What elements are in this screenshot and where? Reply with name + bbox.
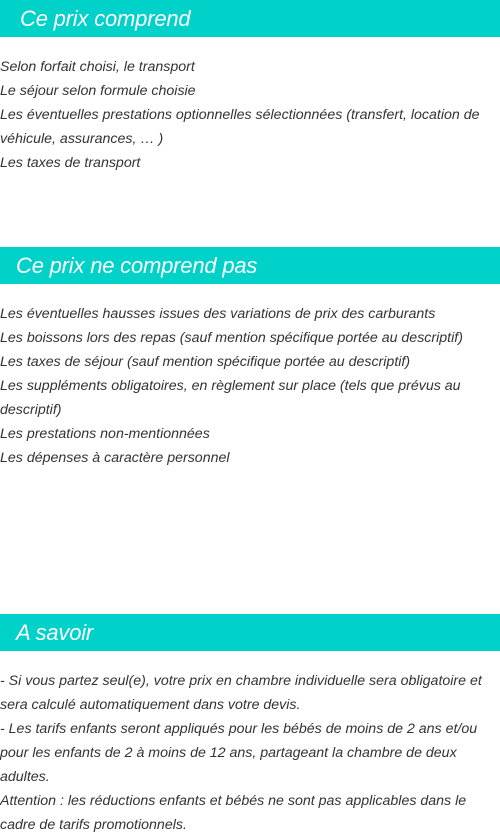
list-item: Les éventuelles hausses issues des variations de prix des carburants xyxy=(0,306,436,322)
section-body xyxy=(0,37,500,175)
list-item: Attention : les réductions enfants et bébés ne sont pas applicables dans le cadre de tarifs promotionnels. xyxy=(0,793,467,833)
section-body xyxy=(0,284,500,470)
section-not-included xyxy=(0,247,500,470)
list-item: - Les tarifs enfants seront appliqués pour les bébés de moins de 2 ans et/ou pour les enfants de 2 à moins de 12 ans, partageant la chambre de deux adultes. xyxy=(0,721,478,785)
section-header xyxy=(0,0,500,37)
section-title: Ce prix ne comprend pas xyxy=(16,252,258,278)
list-item: Les taxes de transport xyxy=(0,155,141,171)
section-body xyxy=(0,651,500,837)
list-item: Les taxes de séjour (sauf mention spécifique portée au descriptif) xyxy=(0,354,411,370)
section-header xyxy=(0,247,500,284)
section-title: Ce prix comprend xyxy=(20,5,191,31)
list-item: - Si vous partez seul(e), votre prix en chambre individuelle sera obligatoire et sera calculé automatiquement dans votre devis. xyxy=(0,673,482,713)
section-header xyxy=(0,614,500,651)
list-item: Selon forfait choisi, le transport xyxy=(0,59,195,75)
list-item: Les prestations non-mentionnées xyxy=(0,426,210,442)
list-item: Les boissons lors des repas (sauf mention spécifique portée au descriptif) xyxy=(0,330,463,346)
list-item: Les éventuelles prestations optionnelles sélectionnées (transfert, location de véhicule, assurances, … ) xyxy=(0,107,480,147)
list-item: Le séjour selon formule choisie xyxy=(0,83,196,99)
section-title: A savoir xyxy=(16,619,94,645)
list-item: Les suppléments obligatoires, en règlement sur place (tels que prévus au descriptif) xyxy=(0,378,461,418)
list-item: Les dépenses à caractère personnel xyxy=(0,450,230,466)
section-good-to-know xyxy=(0,614,500,837)
section-included xyxy=(0,0,500,175)
